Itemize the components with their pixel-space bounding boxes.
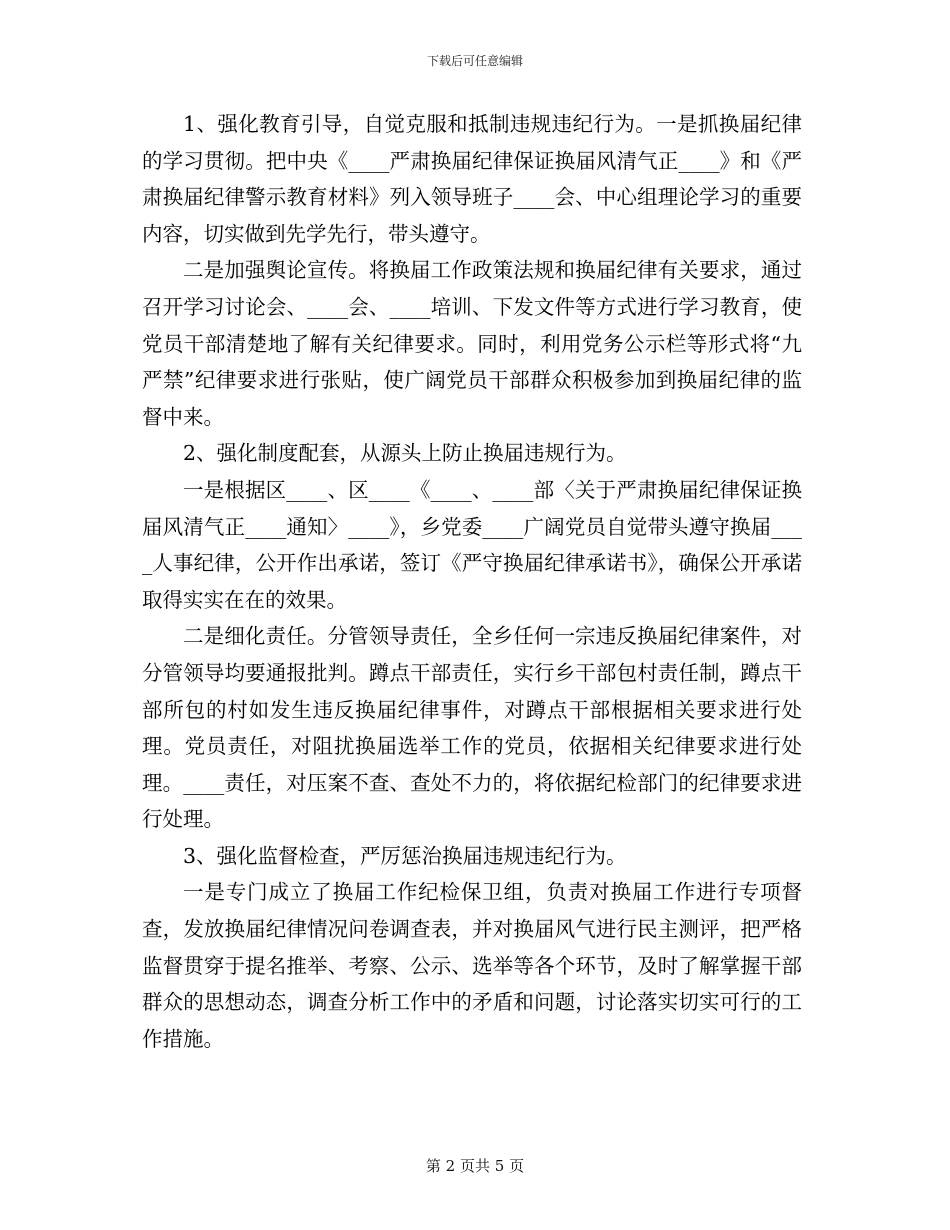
page-header: 下载后可任意编辑 xyxy=(426,54,523,68)
paragraph-2: 二是加强舆论宣传。将换届工作政策法规和换届纪律有关要求，通过召开学习讨论会、____会、____培训、下发文件等方式进行学习教育，使党员干部清楚地了解有关纪律要求。同时，利用党务公示栏等形式将“九严禁”纪律要求进行张贴，使广阔党员干部群众积极参加到换届纪律的监督中来。 xyxy=(142,258,802,429)
paragraph-3-heading: 2、强化制度配套，从源头上防止换届违规行为。 xyxy=(183,441,627,466)
document-body xyxy=(142,106,802,1057)
page-number-footer: 第 2 页共 5 页 xyxy=(425,1157,525,1175)
paragraph-5: 二是细化责任。分管领导责任，全乡任何一宗违反换届纪律案件，对分管领导均要通报批判。蹲点干部责任，实行乡干部包村责任制，蹲点干部所包的村如发生违反换届纪律事件，对蹲点干部根据相关要求进行处理。党员责任，对阻扰换届选举工作的党员，依据相关纪律要求进行处理。____责任，对压案不查、查处不力的，将依据纪检部门的纪律要求进行处理。 xyxy=(142,624,802,832)
paragraph-1: 1、强化教育引导，自觉克服和抵制违规违纪行为。一是抓换届纪律的学习贯彻。把中央《____严肃换届纪律保证换届风清气正____》和《严肃换届纪律警示教育材料》列入领导班子____会、中心组理论学习的重要内容，切实做到先学先行，带头遵守。 xyxy=(142,112,802,246)
paragraph-7: 一是专门成立了换届工作纪检保卫组，负责对换届工作进行专项督查，发放换届纪律情况问卷调查表，并对换届风气进行民主测评，把严格监督贯穿于提名推举、考察、公示、选举等各个环节，及时了解掌握干部群众的思想动态，调查分析工作中的矛盾和问题，讨论落实切实可行的工作措施。 xyxy=(142,880,802,1051)
paragraph-4: 一是根据区____、区____《____、____部〈关于严肃换届纪律保证换届风清气正____通知〉____》，乡党委____广阔党员自觉带头遵守换届____人事纪律，公开作出承诺，签订《严守换届纪律承诺书》，确保公开承诺取得实实在在的效果。 xyxy=(142,477,802,612)
paragraph-6-heading: 3、强化监督检查，严厉惩治换届违规违纪行为。 xyxy=(183,843,627,868)
